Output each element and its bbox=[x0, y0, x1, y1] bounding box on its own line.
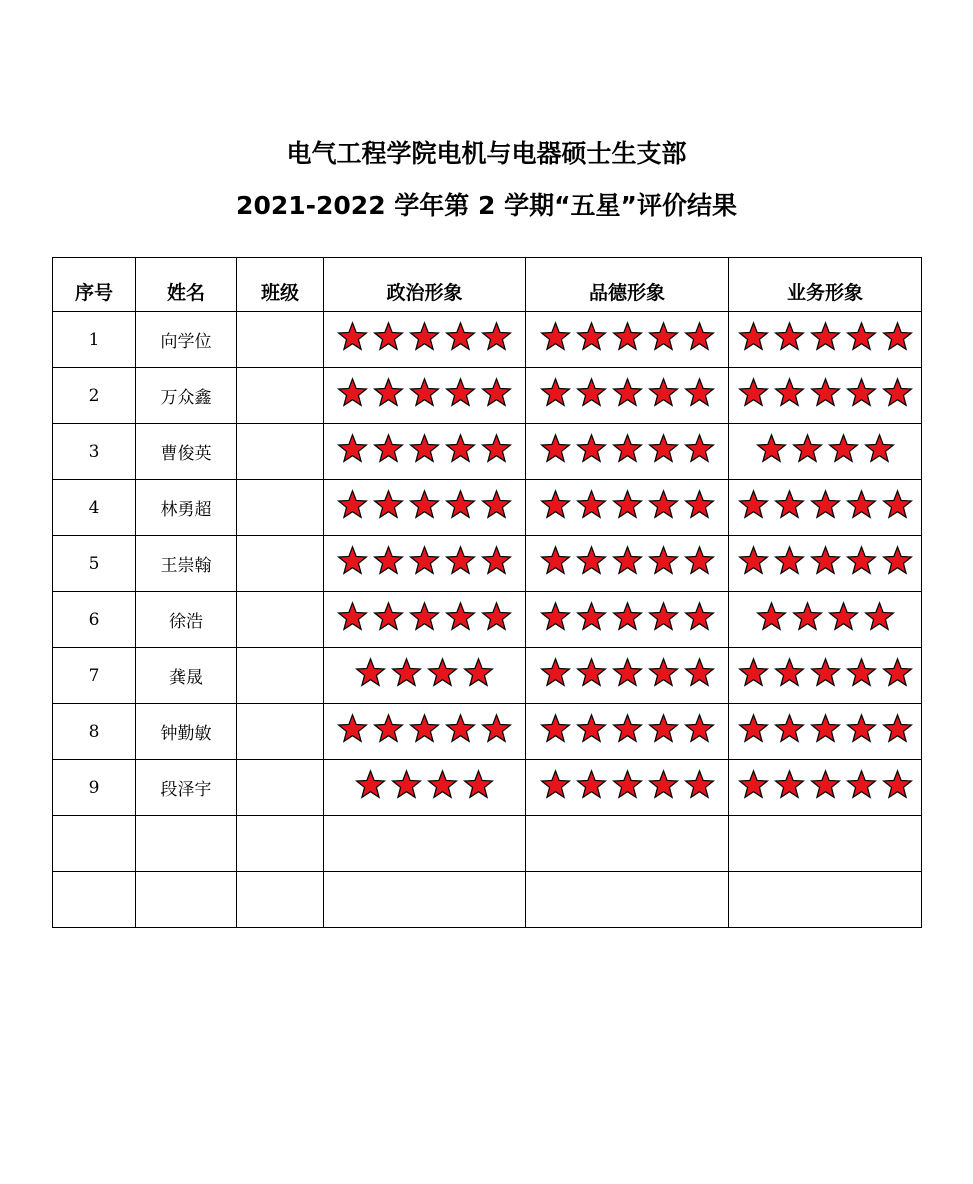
header-political: 政治形象 bbox=[324, 258, 526, 312]
political-star-rating bbox=[353, 769, 496, 802]
star-icon bbox=[772, 713, 807, 746]
moral-star-rating bbox=[538, 657, 717, 690]
star-icon bbox=[479, 601, 514, 634]
cell-professional-rating bbox=[729, 480, 922, 536]
star-icon bbox=[646, 321, 681, 354]
cell-index bbox=[53, 816, 136, 872]
star-icon bbox=[682, 321, 717, 354]
star-icon bbox=[479, 545, 514, 578]
star-icon bbox=[335, 377, 370, 410]
star-icon bbox=[407, 545, 442, 578]
cell-class bbox=[237, 872, 324, 928]
star-icon bbox=[862, 433, 897, 466]
star-icon bbox=[736, 545, 771, 578]
table-row bbox=[53, 536, 922, 592]
cell-index: 8 bbox=[53, 704, 136, 760]
professional-star-rating bbox=[736, 769, 915, 802]
star-icon bbox=[538, 657, 573, 690]
cell-index: 4 bbox=[53, 480, 136, 536]
moral-star-rating bbox=[538, 601, 717, 634]
cell-class bbox=[237, 480, 324, 536]
star-icon bbox=[538, 601, 573, 634]
cell-moral-rating bbox=[526, 704, 729, 760]
star-icon bbox=[610, 433, 645, 466]
table-row bbox=[53, 760, 922, 816]
star-icon bbox=[371, 713, 406, 746]
star-icon bbox=[389, 769, 424, 802]
cell-political-rating bbox=[324, 704, 526, 760]
table-row bbox=[53, 648, 922, 704]
cell-class bbox=[237, 648, 324, 704]
star-icon bbox=[646, 657, 681, 690]
cell-index: 1 bbox=[53, 312, 136, 368]
cell-name: 段泽宇 bbox=[136, 760, 237, 816]
header-index: 序号 bbox=[53, 258, 136, 312]
table-row bbox=[53, 592, 922, 648]
star-icon bbox=[682, 713, 717, 746]
star-icon bbox=[682, 657, 717, 690]
star-icon bbox=[407, 433, 442, 466]
star-icon bbox=[808, 377, 843, 410]
political-star-rating bbox=[335, 321, 514, 354]
star-icon bbox=[826, 433, 861, 466]
cell-professional-rating bbox=[729, 536, 922, 592]
star-icon bbox=[574, 657, 609, 690]
moral-star-rating bbox=[538, 489, 717, 522]
political-star-rating bbox=[335, 377, 514, 410]
star-icon bbox=[335, 489, 370, 522]
cell-political-rating bbox=[324, 536, 526, 592]
cell-professional-rating bbox=[729, 592, 922, 648]
table-row bbox=[53, 704, 922, 760]
cell-moral-rating bbox=[526, 872, 729, 928]
cell-class bbox=[237, 424, 324, 480]
star-icon bbox=[538, 433, 573, 466]
star-icon bbox=[772, 489, 807, 522]
cell-index bbox=[53, 872, 136, 928]
star-icon bbox=[682, 433, 717, 466]
star-icon bbox=[646, 377, 681, 410]
star-icon bbox=[772, 377, 807, 410]
political-star-rating bbox=[335, 713, 514, 746]
star-icon bbox=[736, 321, 771, 354]
star-icon bbox=[538, 321, 573, 354]
cell-class bbox=[237, 312, 324, 368]
cell-moral-rating bbox=[526, 480, 729, 536]
table-row bbox=[53, 872, 922, 928]
star-icon bbox=[682, 489, 717, 522]
cell-name: 万众鑫 bbox=[136, 368, 237, 424]
moral-star-rating bbox=[538, 545, 717, 578]
star-icon bbox=[862, 601, 897, 634]
star-icon bbox=[844, 377, 879, 410]
table-row bbox=[53, 816, 922, 872]
cell-name: 曹俊英 bbox=[136, 424, 237, 480]
star-icon bbox=[646, 433, 681, 466]
professional-star-rating bbox=[754, 433, 897, 466]
cell-political-rating bbox=[324, 760, 526, 816]
cell-name: 徐浩 bbox=[136, 592, 237, 648]
star-icon bbox=[808, 489, 843, 522]
evaluation-table bbox=[52, 257, 922, 928]
star-icon bbox=[736, 377, 771, 410]
cell-index: 5 bbox=[53, 536, 136, 592]
political-star-rating bbox=[353, 657, 496, 690]
table-row bbox=[53, 312, 922, 368]
star-icon bbox=[646, 769, 681, 802]
header-class: 班级 bbox=[237, 258, 324, 312]
cell-professional-rating bbox=[729, 648, 922, 704]
star-icon bbox=[335, 321, 370, 354]
star-icon bbox=[844, 713, 879, 746]
political-star-rating bbox=[335, 433, 514, 466]
cell-professional-rating bbox=[729, 760, 922, 816]
star-icon bbox=[353, 657, 388, 690]
professional-star-rating bbox=[736, 713, 915, 746]
star-icon bbox=[538, 489, 573, 522]
moral-star-rating bbox=[538, 713, 717, 746]
cell-professional-rating bbox=[729, 312, 922, 368]
star-icon bbox=[880, 657, 915, 690]
star-icon bbox=[736, 657, 771, 690]
star-icon bbox=[407, 377, 442, 410]
cell-class bbox=[237, 592, 324, 648]
table-row bbox=[53, 480, 922, 536]
star-icon bbox=[808, 713, 843, 746]
star-icon bbox=[479, 713, 514, 746]
cell-political-rating bbox=[324, 816, 526, 872]
cell-index: 2 bbox=[53, 368, 136, 424]
star-icon bbox=[371, 433, 406, 466]
header-name: 姓名 bbox=[136, 258, 237, 312]
star-icon bbox=[443, 601, 478, 634]
star-icon bbox=[407, 713, 442, 746]
star-icon bbox=[880, 489, 915, 522]
professional-star-rating bbox=[736, 377, 915, 410]
star-icon bbox=[461, 769, 496, 802]
star-icon bbox=[574, 321, 609, 354]
cell-professional-rating bbox=[729, 816, 922, 872]
star-icon bbox=[772, 657, 807, 690]
star-icon bbox=[610, 489, 645, 522]
star-icon bbox=[538, 713, 573, 746]
cell-moral-rating bbox=[526, 312, 729, 368]
star-icon bbox=[479, 433, 514, 466]
moral-star-rating bbox=[538, 321, 717, 354]
header-professional: 业务形象 bbox=[729, 258, 922, 312]
document-title: 电气工程学院电机与电器硕士生支部 bbox=[286, 139, 687, 168]
star-icon bbox=[880, 377, 915, 410]
star-icon bbox=[610, 769, 645, 802]
star-icon bbox=[425, 657, 460, 690]
star-icon bbox=[443, 433, 478, 466]
star-icon bbox=[610, 713, 645, 746]
star-icon bbox=[353, 769, 388, 802]
star-icon bbox=[479, 377, 514, 410]
star-icon bbox=[574, 545, 609, 578]
star-icon bbox=[371, 321, 406, 354]
star-icon bbox=[736, 713, 771, 746]
political-star-rating bbox=[335, 545, 514, 578]
cell-professional-rating bbox=[729, 872, 922, 928]
star-icon bbox=[646, 489, 681, 522]
star-icon bbox=[844, 489, 879, 522]
star-icon bbox=[389, 657, 424, 690]
star-icon bbox=[808, 321, 843, 354]
cell-index: 6 bbox=[53, 592, 136, 648]
cell-name: 王崇翰 bbox=[136, 536, 237, 592]
cell-moral-rating bbox=[526, 592, 729, 648]
political-star-rating bbox=[335, 601, 514, 634]
star-icon bbox=[479, 489, 514, 522]
star-icon bbox=[443, 713, 478, 746]
star-icon bbox=[610, 545, 645, 578]
moral-star-rating bbox=[538, 433, 717, 466]
star-icon bbox=[646, 545, 681, 578]
cell-political-rating bbox=[324, 592, 526, 648]
cell-political-rating bbox=[324, 368, 526, 424]
star-icon bbox=[682, 545, 717, 578]
star-icon bbox=[808, 545, 843, 578]
star-icon bbox=[335, 545, 370, 578]
star-icon bbox=[844, 657, 879, 690]
star-icon bbox=[754, 601, 789, 634]
star-icon bbox=[335, 433, 370, 466]
star-icon bbox=[844, 321, 879, 354]
star-icon bbox=[790, 601, 825, 634]
star-icon bbox=[371, 377, 406, 410]
star-icon bbox=[574, 489, 609, 522]
header-row bbox=[53, 258, 922, 312]
cell-name: 龚晟 bbox=[136, 648, 237, 704]
cell-moral-rating bbox=[526, 368, 729, 424]
star-icon bbox=[646, 601, 681, 634]
star-icon bbox=[574, 713, 609, 746]
star-icon bbox=[808, 769, 843, 802]
cell-name bbox=[136, 872, 237, 928]
star-icon bbox=[880, 321, 915, 354]
star-icon bbox=[335, 601, 370, 634]
star-icon bbox=[736, 769, 771, 802]
cell-political-rating bbox=[324, 480, 526, 536]
star-icon bbox=[574, 433, 609, 466]
cell-political-rating bbox=[324, 312, 526, 368]
star-icon bbox=[443, 489, 478, 522]
cell-moral-rating bbox=[526, 536, 729, 592]
star-icon bbox=[574, 769, 609, 802]
star-icon bbox=[538, 545, 573, 578]
professional-star-rating bbox=[736, 321, 915, 354]
cell-index: 3 bbox=[53, 424, 136, 480]
star-icon bbox=[844, 545, 879, 578]
star-icon bbox=[844, 769, 879, 802]
star-icon bbox=[790, 433, 825, 466]
professional-star-rating bbox=[736, 657, 915, 690]
cell-political-rating bbox=[324, 872, 526, 928]
star-icon bbox=[880, 769, 915, 802]
star-icon bbox=[574, 377, 609, 410]
star-icon bbox=[682, 601, 717, 634]
cell-political-rating bbox=[324, 648, 526, 704]
star-icon bbox=[880, 545, 915, 578]
professional-star-rating bbox=[736, 545, 915, 578]
cell-professional-rating bbox=[729, 368, 922, 424]
star-icon bbox=[425, 769, 460, 802]
cell-moral-rating bbox=[526, 760, 729, 816]
star-icon bbox=[574, 601, 609, 634]
star-icon bbox=[610, 377, 645, 410]
star-icon bbox=[443, 321, 478, 354]
moral-star-rating bbox=[538, 769, 717, 802]
star-icon bbox=[538, 769, 573, 802]
moral-star-rating bbox=[538, 377, 717, 410]
cell-name bbox=[136, 816, 237, 872]
star-icon bbox=[371, 489, 406, 522]
star-icon bbox=[461, 657, 496, 690]
cell-name: 钟勤敏 bbox=[136, 704, 237, 760]
star-icon bbox=[538, 377, 573, 410]
star-icon bbox=[371, 601, 406, 634]
professional-star-rating bbox=[736, 489, 915, 522]
cell-class bbox=[237, 368, 324, 424]
star-icon bbox=[880, 713, 915, 746]
star-icon bbox=[772, 545, 807, 578]
star-icon bbox=[736, 489, 771, 522]
star-icon bbox=[479, 321, 514, 354]
header-moral: 品德形象 bbox=[526, 258, 729, 312]
star-icon bbox=[335, 713, 370, 746]
cell-professional-rating bbox=[729, 424, 922, 480]
cell-index: 9 bbox=[53, 760, 136, 816]
star-icon bbox=[808, 657, 843, 690]
political-star-rating bbox=[335, 489, 514, 522]
star-icon bbox=[610, 657, 645, 690]
cell-moral-rating bbox=[526, 816, 729, 872]
cell-class bbox=[237, 760, 324, 816]
cell-class bbox=[237, 816, 324, 872]
star-icon bbox=[754, 433, 789, 466]
star-icon bbox=[682, 769, 717, 802]
star-icon bbox=[443, 545, 478, 578]
cell-moral-rating bbox=[526, 648, 729, 704]
star-icon bbox=[407, 321, 442, 354]
star-icon bbox=[610, 321, 645, 354]
star-icon bbox=[407, 489, 442, 522]
document-subtitle: 2021-2022 学年第 2 学期“五星”评价结果 bbox=[236, 191, 737, 220]
table-row bbox=[53, 424, 922, 480]
table-row bbox=[53, 368, 922, 424]
star-icon bbox=[772, 769, 807, 802]
cell-moral-rating bbox=[526, 424, 729, 480]
star-icon bbox=[371, 545, 406, 578]
cell-name: 向学位 bbox=[136, 312, 237, 368]
cell-political-rating bbox=[324, 424, 526, 480]
star-icon bbox=[682, 377, 717, 410]
star-icon bbox=[772, 321, 807, 354]
cell-index: 7 bbox=[53, 648, 136, 704]
star-icon bbox=[443, 377, 478, 410]
star-icon bbox=[646, 713, 681, 746]
professional-star-rating bbox=[754, 601, 897, 634]
cell-name: 林勇超 bbox=[136, 480, 237, 536]
cell-class bbox=[237, 704, 324, 760]
star-icon bbox=[610, 601, 645, 634]
cell-professional-rating bbox=[729, 704, 922, 760]
star-icon bbox=[826, 601, 861, 634]
cell-class bbox=[237, 536, 324, 592]
star-icon bbox=[407, 601, 442, 634]
